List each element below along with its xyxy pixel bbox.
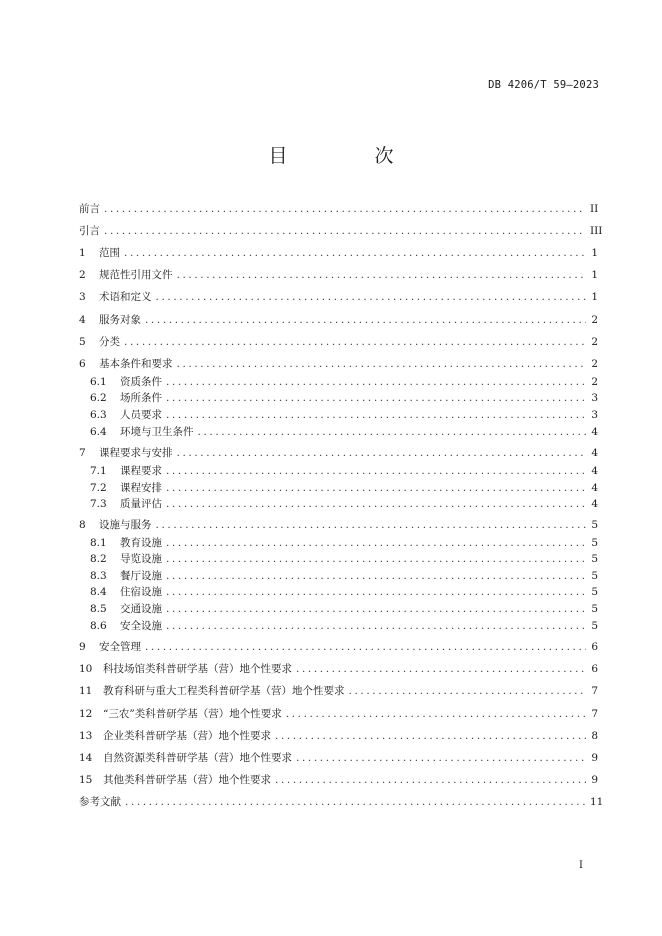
toc-entry-number: 15 [79,774,93,786]
toc-entry-page: 5 [591,553,598,565]
toc-entry[interactable] [79,266,598,284]
toc-entry-number: 13 [79,730,93,742]
toc-leader-dots [124,333,586,351]
toc-entry-label: 前言 [79,203,100,215]
toc-entry-label: 人员要求 [120,409,162,421]
toc-entry[interactable] [79,222,603,240]
toc-leader-dots [104,200,586,218]
toc-entry-label: 参考文献 [79,796,121,808]
toc-entry-label: 规范性引用文件 [99,269,173,281]
toc-entry-number: 6.3 [90,409,107,421]
toc-entry-page: 1 [591,247,598,259]
toc-entry-label: 教育设施 [120,537,162,549]
toc-entry-page: 8 [591,730,598,742]
toc-entry-number: 8.6 [90,620,107,632]
toc-entry[interactable] [79,516,598,534]
toc-entry-number: 7.2 [90,482,107,494]
toc-entry-page: II [590,203,599,215]
toc-entry-page: 4 [591,482,598,494]
toc-entry-page: 4 [591,465,598,477]
toc-leader-dots [177,355,587,373]
toc-entry-page: III [590,225,603,237]
toc-entry[interactable] [79,444,598,462]
toc-entry[interactable] [90,550,598,568]
toc-entry-page: 4 [591,447,598,459]
toc-leader-dots [177,266,587,284]
toc-leader-dots [124,244,586,262]
toc-entry[interactable] [79,749,598,767]
toc-leader-dots [156,516,587,534]
toc-entry-label: 安全管理 [99,641,141,653]
toc-entry-number: 2 [79,269,86,281]
toc-entry-label: 设施与服务 [99,519,152,531]
toc-entry-number: 8 [79,519,86,531]
toc-leader-dots [156,288,587,306]
toc-entry-label: 术语和定义 [99,291,152,303]
toc-leader-dots [198,423,587,441]
toc-entry-page: 7 [591,685,598,697]
toc-entry-label: 企业类科普研学基（营）地个性要求 [103,730,271,742]
footer-page-number: I [579,860,583,871]
toc-entry[interactable] [90,495,598,513]
toc-leader-dots [166,617,586,635]
toc-entry-label: 环境与卫生条件 [120,426,194,438]
toc-entry-label: 课程要求 [120,465,162,477]
toc-leader-dots [104,222,586,240]
toc-entry[interactable] [79,288,598,306]
toc-entry-label: 质量评估 [120,498,162,510]
toc-entry-page: 2 [591,314,598,326]
toc-entry[interactable] [79,333,598,351]
toc-entry-page: 6 [591,663,598,675]
toc-entry-page: 5 [591,586,598,598]
toc-leader-dots [166,550,586,568]
toc-entry-label: 场所条件 [120,392,162,404]
toc-entry[interactable] [79,705,598,723]
toc-entry-label: 安全设施 [120,620,162,632]
toc-entry-number: 10 [79,663,93,675]
toc-entry-page: 1 [591,291,598,303]
toc-entry-page: 7 [591,708,598,720]
toc-entry-page: 4 [591,498,598,510]
toc-leader-dots [166,462,586,480]
toc-leader-dots [145,638,586,656]
toc-entry-number: 7.1 [90,465,107,477]
toc-entry-label: 交通设施 [120,603,162,615]
toc-entry-page: 9 [591,752,598,764]
toc-leader-dots [166,389,586,407]
toc-leader-dots [166,583,586,601]
toc-entry-page: 9 [591,774,598,786]
toc-entry-page: 2 [591,358,598,370]
toc-entry-number: 8.2 [90,553,107,565]
toc-entry-number: 6 [79,358,86,370]
toc-entry-number: 1 [79,247,86,259]
toc-leader-dots [296,749,586,767]
toc-entry-page: 11 [590,796,604,808]
toc-entry[interactable] [90,462,598,480]
toc-entry-number: 9 [79,641,86,653]
toc-entry-number: 8.3 [90,570,107,582]
toc-entry-page: 2 [591,376,598,388]
toc-entry[interactable] [90,423,598,441]
toc-entry[interactable] [79,682,598,700]
toc-entry-number: 6.2 [90,392,107,404]
toc-leader-dots [177,444,587,462]
toc-leader-dots [166,600,586,618]
toc-entry-number: 4 [79,314,86,326]
toc-entry-page: 3 [591,392,598,404]
toc-leader-dots [349,682,587,700]
toc-entry-label: 服务对象 [99,314,141,326]
toc-entry-number: 6.1 [90,376,107,388]
toc-entry-page: 5 [591,603,598,615]
toc-entry-page: 5 [591,519,598,531]
toc-entry[interactable] [90,406,598,424]
toc-entry[interactable] [90,583,598,601]
toc-leader-dots [145,311,586,329]
toc-entry-label: 引言 [79,225,100,237]
toc-entry-page: 3 [591,409,598,421]
toc-entry-label: 分类 [99,336,120,348]
toc-entry[interactable] [79,771,598,789]
toc-entry[interactable] [79,793,604,811]
toc-entry-label: 导览设施 [120,553,162,565]
toc-entry-label: 其他类科普研学基（营）地个性要求 [103,774,271,786]
toc-entry[interactable] [79,638,598,656]
toc-entry-number: 8.4 [90,586,107,598]
toc-entry-label: 住宿设施 [120,586,162,598]
toc-entry[interactable] [79,244,598,262]
toc-leader-dots [275,727,586,745]
toc-entry-number: 8.5 [90,603,107,615]
toc-entry[interactable] [90,389,598,407]
toc-entry-page: 5 [591,570,598,582]
toc-entry-page: 1 [591,269,598,281]
toc-entry[interactable] [79,355,598,373]
toc-leader-dots [275,771,586,789]
toc-entry-number: 6.4 [90,426,107,438]
toc-entry-label: 基本条件和要求 [99,358,173,370]
toc-entry-label: 教育科研与重大工程类科普研学基（营）地个性要求 [103,685,345,697]
toc-entry-number: 3 [79,291,86,303]
toc-entry-number: 14 [79,752,93,764]
toc-entry-label: “三农”类科普研学基（营）地个性要求 [103,708,282,720]
toc-entry-label: 餐厅设施 [120,570,162,582]
toc-entry-number: 11 [79,685,93,697]
toc-entry-number: 7.3 [90,498,107,510]
page-title: 目 次 [268,145,428,167]
toc-entry[interactable] [90,600,598,618]
toc-entry[interactable] [90,617,598,635]
toc-entry-number: 7 [79,447,86,459]
toc-entry-number: 12 [79,708,93,720]
toc-entry[interactable] [79,727,598,745]
toc-leader-dots [296,660,586,678]
toc-entry-label: 课程要求与安排 [99,447,173,459]
toc-entry-label: 课程安排 [120,482,162,494]
toc-entry[interactable] [79,311,598,329]
toc-entry[interactable] [79,200,598,218]
toc-entry-page: 4 [591,426,598,438]
toc-leader-dots [125,793,586,811]
toc-entry-label: 范围 [99,247,120,259]
toc-leader-dots [166,495,586,513]
toc-entry[interactable] [79,660,598,678]
toc-entry-number: 8.1 [90,537,107,549]
toc-entry-page: 6 [591,641,598,653]
toc-entry-label: 科技场馆类科普研学基（营）地个性要求 [103,663,292,675]
toc-entry-page: 5 [591,537,598,549]
toc-entry-label: 自然资源类科普研学基（营）地个性要求 [103,752,292,764]
toc-entry-label: 资质条件 [120,376,162,388]
toc-leader-dots [286,705,586,723]
toc-entry-page: 5 [591,620,598,632]
toc-leader-dots [166,406,586,424]
doc-code: DB 4206/T 59—2023 [488,79,599,91]
toc-entry-page: 2 [591,336,598,348]
toc-entry-number: 5 [79,336,86,348]
